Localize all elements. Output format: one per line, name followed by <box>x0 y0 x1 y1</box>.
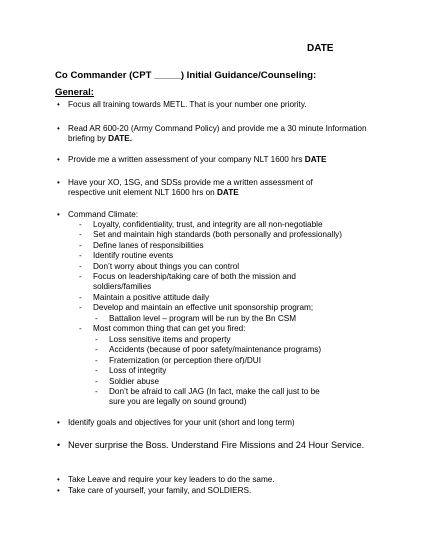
bullet-icon: • <box>57 486 60 495</box>
section-heading-general: General: <box>55 87 94 98</box>
list-item-text: Command Climate: <box>68 210 139 219</box>
dash-icon: - <box>79 251 82 260</box>
bullet-icon: • <box>57 100 60 109</box>
date-placeholder: DATE <box>304 155 327 164</box>
bullet-icon: • <box>57 210 60 219</box>
list-item-text: Never surprise the Boss. Understand Fire Missions and 24 Hour Service. <box>68 440 365 450</box>
list-item-text: Take care of yourself, your family, and SOLDIERS. <box>68 486 252 495</box>
list-item-text <box>68 124 368 144</box>
sub-item-text: Focus on leadership/taking care of both the mission and soldiers/families <box>93 272 296 291</box>
sub-item-text: Accidents (because of poor safety/maintenance programs) <box>109 345 322 354</box>
list-item-text: Take Leave and require your key leaders to do the same. <box>68 475 275 484</box>
document-date: DATE <box>307 43 334 54</box>
sub-item-text: Don’t be afraid to call JAG (In fact, make the call just to be sure you are legally on sound ground) <box>109 387 320 406</box>
list-item-text: Identify goals and objectives for your unit (short and long term) <box>68 418 295 427</box>
sub-item-text: Don’t worry about things you can control <box>93 262 240 271</box>
dash-icon: - <box>79 220 82 229</box>
dash-icon: - <box>79 303 82 312</box>
sub-item-text: Maintain a positive attitude daily <box>93 293 210 302</box>
list-item-text <box>68 178 333 198</box>
sub-item-text: Set and maintain high standards (both personally and professionally) <box>93 230 342 239</box>
bullet-icon: • <box>57 124 60 133</box>
dash-icon: - <box>95 345 98 354</box>
sub-item-text: Define lanes of responsibilities <box>93 241 204 250</box>
list-item-text <box>68 155 368 165</box>
dash-icon: - <box>79 230 82 239</box>
dash-icon: - <box>95 356 98 365</box>
dash-icon: - <box>79 272 82 281</box>
text-run: Have your XO, 1SG, and SDSs provide me a written assessment of respective unit element NLT 1600 hrs on <box>68 178 313 197</box>
sub-item-text: Fraternization (or perception there of)/DUI <box>109 356 261 365</box>
date-placeholder: DATE. <box>108 134 133 143</box>
dash-icon: - <box>79 241 82 250</box>
bullet-icon: • <box>57 418 60 427</box>
bullet-icon: • <box>57 155 60 164</box>
sub-item-text: Loss sensitive items and property <box>109 335 231 344</box>
dash-icon: - <box>95 387 98 396</box>
dash-icon: - <box>95 377 98 386</box>
document-title: Co Commander (CPT _____) Initial Guidance/Counseling: <box>55 70 317 81</box>
text-run: Provide me a written assessment of your company NLT 1600 hrs <box>68 155 305 164</box>
bullet-icon: • <box>57 440 61 450</box>
sub-item-text: Identify routine events <box>93 251 174 260</box>
dash-icon: - <box>79 293 82 302</box>
dash-icon: - <box>95 314 98 323</box>
dash-icon: - <box>95 366 98 375</box>
text-run: Read AR 600-20 (Army Command Policy) and provide me a 30 minute Information briefing by <box>68 124 367 143</box>
sub-item-text: Loyalty, confidentiality, trust, and integrity are all non-negotiable <box>93 220 323 229</box>
dash-icon: - <box>79 324 82 333</box>
list-item-text: Focus all training towards METL. That is your number one priority. <box>68 100 307 109</box>
dash-icon: - <box>79 262 82 271</box>
sub-item-text: Develop and maintain an effective unit sponsorship program; <box>93 303 314 312</box>
date-placeholder: DATE <box>216 188 239 197</box>
dash-icon: - <box>95 335 98 344</box>
sub-item-text: Loss of integrity <box>109 366 167 375</box>
sub-item-text: Battalion level – program will be run by the Bn CSM <box>109 314 297 323</box>
bullet-icon: • <box>57 178 60 187</box>
bullet-icon: • <box>57 475 60 484</box>
sub-item-text: Soldier abuse <box>109 377 160 386</box>
sub-item-text: Most common thing that can get you fired: <box>93 324 246 333</box>
